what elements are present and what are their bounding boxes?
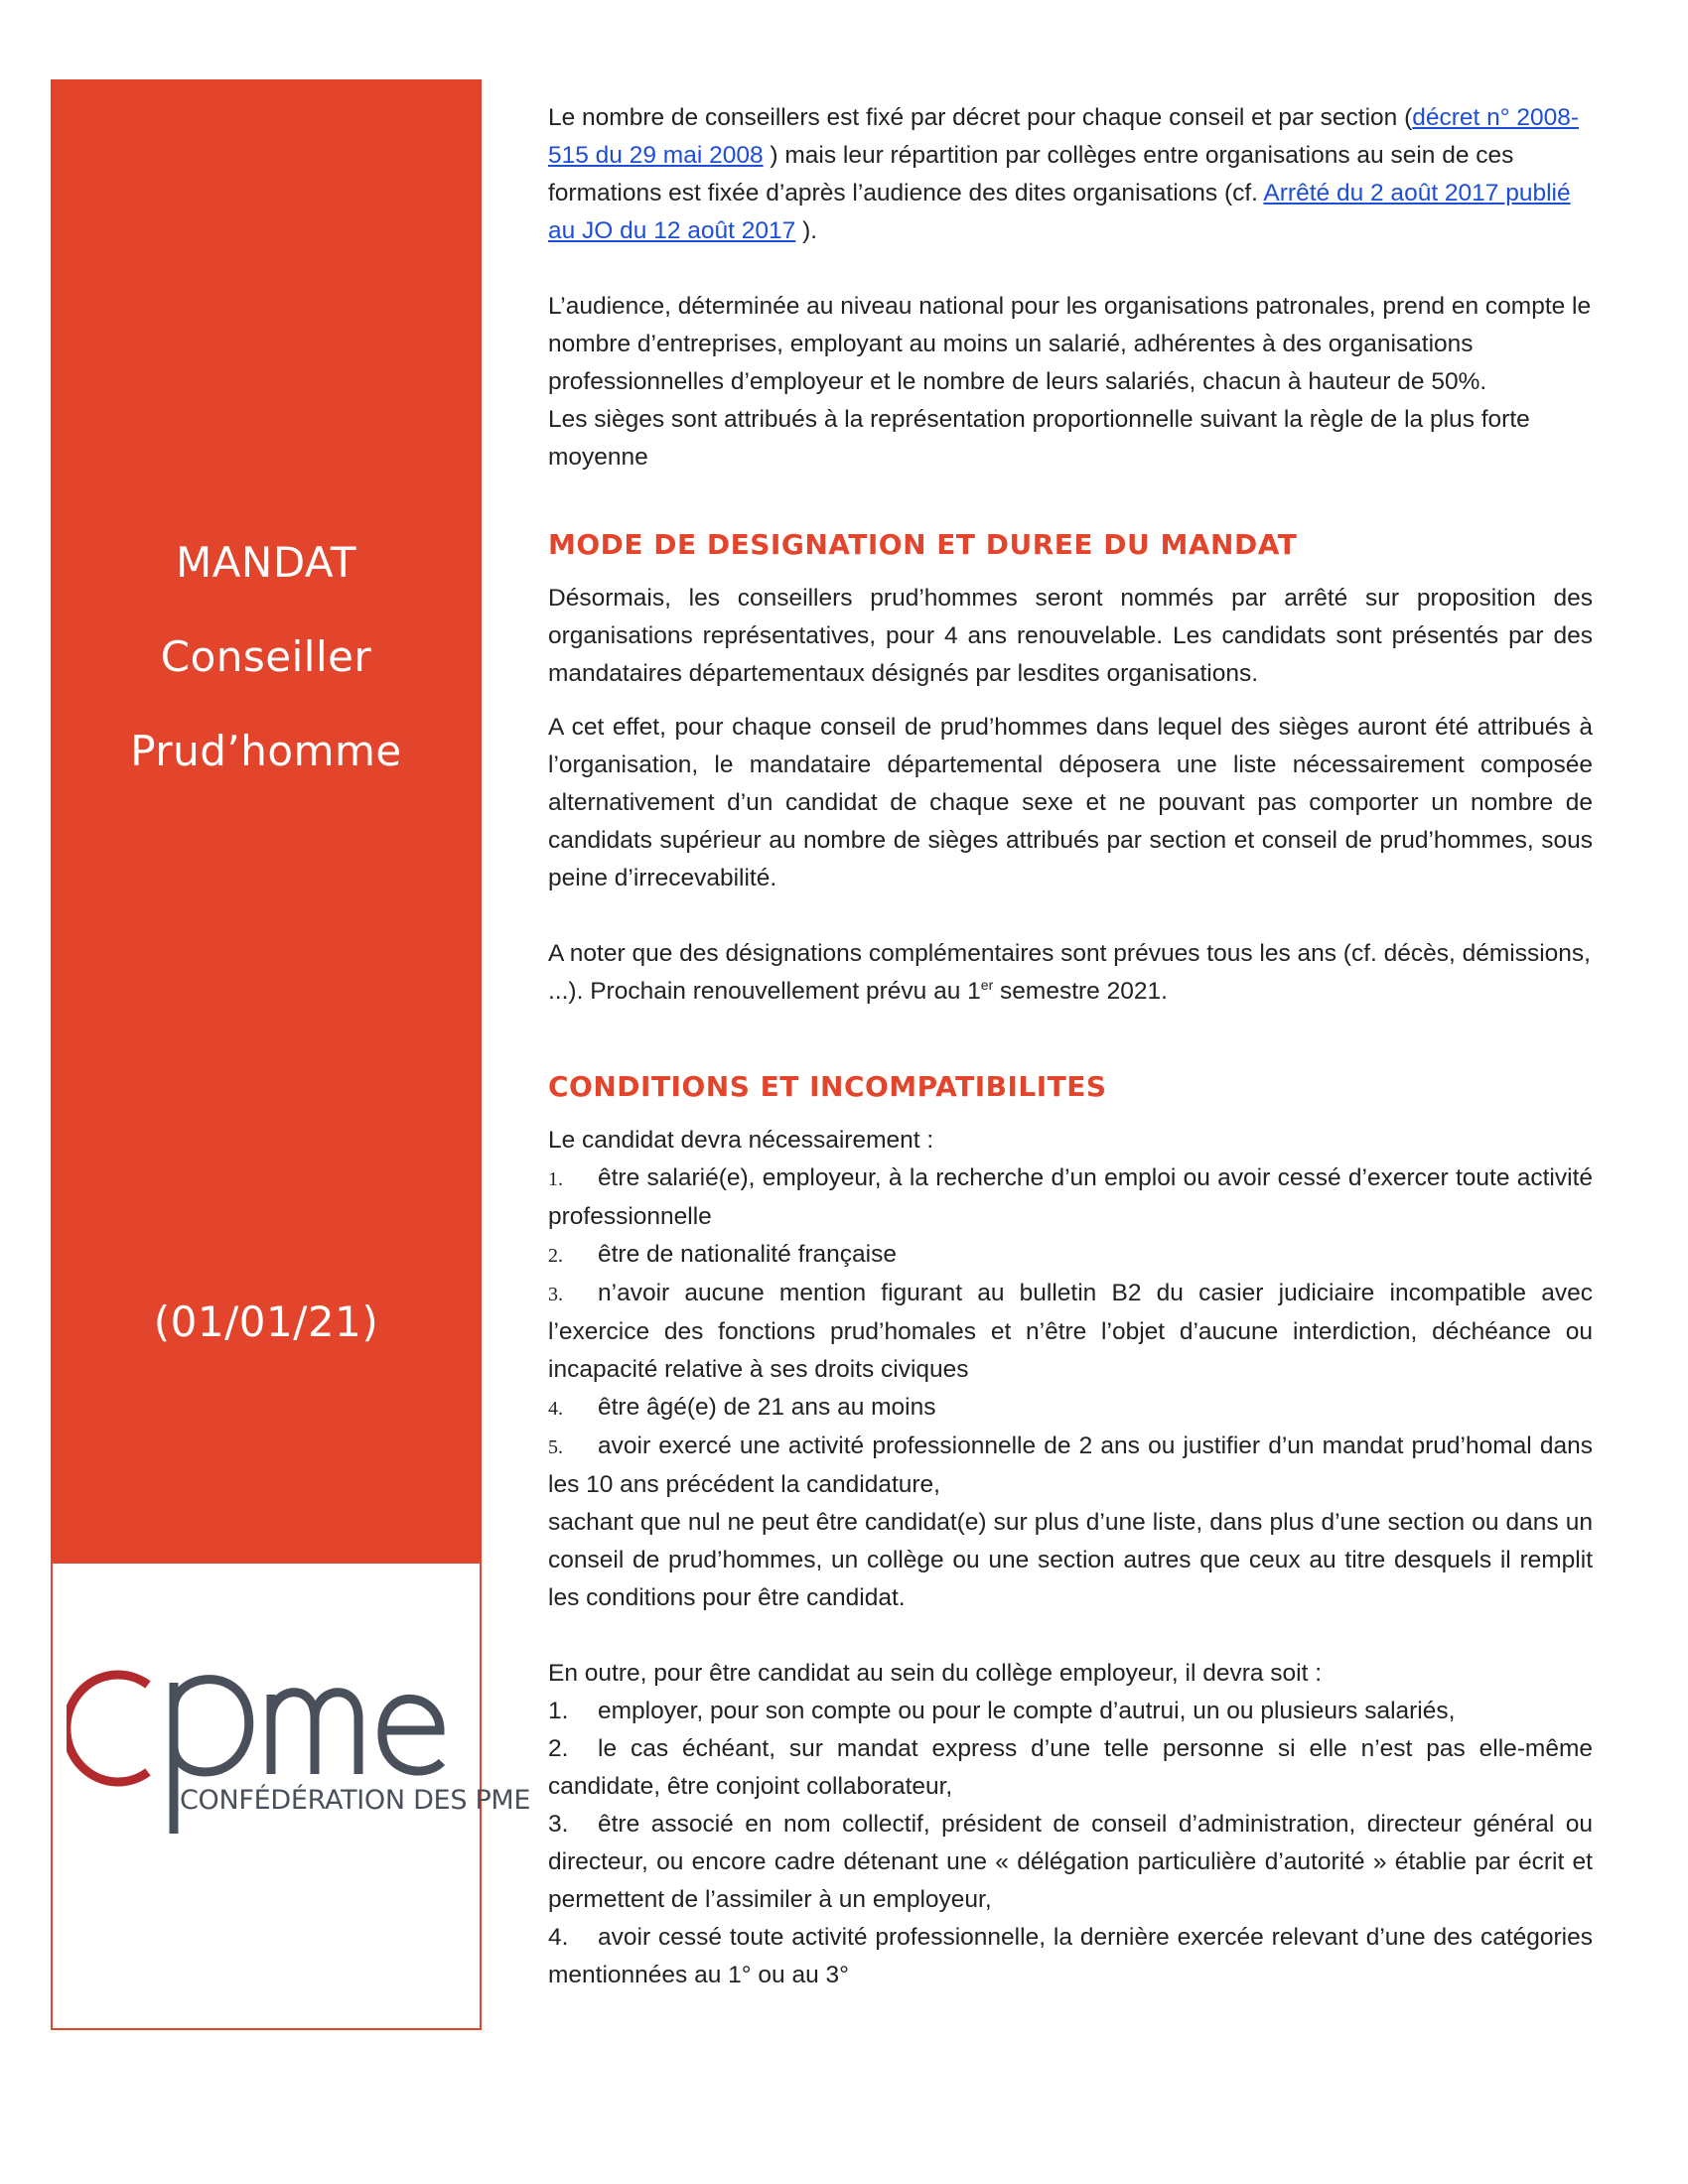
list-item: 5. avoir exercé une activité professionnelle de 2 ans ou justifier d’un mandat prud’homal dans les 10 ans précédent la candidature, (548, 1433, 1593, 1498)
list-item: 2. le cas échéant, sur mandat express d’une telle personne si elle n’est pas elle-même candidate, être conjoint collaborateur, (548, 1735, 1593, 1800)
list-item: 1. être salarié(e), employeur, à la recherche d’un emploi ou avoir cessé d’exercer toute activité professionnelle (548, 1164, 1593, 1230)
list-item: 4. avoir cessé toute activité professionnelle, la dernière exercée relevant d’une des catégories mentionnées au 1° ou au 3° (548, 1924, 1593, 1988)
main-content (548, 99, 1593, 1994)
intro-paragraph-2: L’audience, déterminée au niveau national pour les organisations patronales, prend en compte le nombre d’entreprises, employant au moins un salarié, adhérentes à des organisations professionnelles d’employeur et le nombre de leurs salariés, chacun à hauteur de 50%. (548, 293, 1592, 395)
intro-paragraph-1: Le nombre de conseillers est fixé par décret pour chaque conseil et par section (décret n° 2008-515 du 29 mai 2008 ) mais leur répartition par collèges entre organisations au sein de ces formations est fixée d’après l’audience des dites organisations (cf. Arrêté du 2 août 2017 publié au JO du 12 août 2017 ). (548, 104, 1580, 244)
employer-conditions-list (548, 1693, 1593, 1994)
designation-paragraph-1: Désormais, les conseillers prud’hommes seront nommés par arrêté sur proposition des organisations représentatives, pour 4 ans renouvelable. Les candidats sont présentés par des mandataires départementaux désignés par lesdites organisations. (548, 585, 1593, 687)
list-item: 1. employer, pour son compte ou pour le compte d’autrui, un ou plusieurs salariés, (548, 1698, 1456, 1724)
section-heading-conditions: CONDITIONS ET INCOMPATIBILITES (548, 1070, 1107, 1103)
designation-paragraph-2: A cet effet, pour chaque conseil de prud’hommes dans lequel des sièges auront été attribués à l’organisation, le mandataire départemental déposera une liste nécessairement composée alternativement d’un candidat de chaque sexe et ne pouvant pas comporter un nombre de candidats supérieur au nombre de sièges attribués par section et conseil de prud’hommes, sous peine d’irrecevabilité. (548, 714, 1593, 891)
list-item: 4. être âgé(e) de 21 ans au moins (548, 1394, 936, 1421)
logo-tagline: CONFÉDÉRATION DES PME (180, 1785, 531, 1816)
mandate-title: MANDAT (175, 538, 357, 587)
sidebar-banner (53, 81, 480, 1564)
decree-link[interactable]: décret n° 2008-515 du 29 mai 2008 (548, 104, 1580, 169)
conditions-intro: Le candidat devra nécessairement : (548, 1127, 934, 1154)
conditions-list (548, 1160, 1593, 1504)
conditions-closing: sachant que nul ne peut être candidat(e) sur plus d’une liste, dans plus d’une section ou dans un conseil de prud’hommes, un collège ou une section autres que ceux au titre desquels il remplit les conditions pour être candidat. (548, 1509, 1593, 1611)
mandate-date: (01/01/21) (153, 1297, 379, 1346)
list-item: 3. n’avoir aucune mention figurant au bulletin B2 du casier judiciaire incompatible avec l’exercice des fonctions prud’homales et n’être l’objet d’aucune interdiction, déchéance ou incapacité relative à ses droits civiques (548, 1280, 1593, 1383)
employer-intro: En outre, pour être candidat au sein du collège employeur, il devra soit : (548, 1660, 1323, 1687)
intro-paragraph-3: Les sièges sont attribués à la représentation proportionnelle suivant la règle de la plus forte moyenne (548, 406, 1530, 471)
list-item: 2. être de nationalité française (548, 1241, 897, 1268)
list-item: 3. être associé en nom collectif, président de conseil d’administration, directeur général ou directeur, ou encore cadre détenant une « délégation particulière d’autorité » établie par écrit et permettent de l’assimiler à un employeur, (548, 1811, 1593, 1913)
mandate-role-line2: Prud’homme (130, 727, 402, 775)
arrete-link[interactable]: Arrêté du 2 août 2017 publié au JO du 12 août 2017 (548, 180, 1571, 244)
sidebar-panel (51, 79, 531, 2030)
mandate-role-line1: Conseiller (160, 632, 372, 681)
section-heading-designation: MODE DE DESIGNATION ET DUREE DU MANDAT (548, 528, 1298, 561)
designation-paragraph-3: A noter que des désignations complémentaires sont prévues tous les ans (cf. décès, démissions, ...). Prochain renouvellement prévu au 1er semestre 2021. (548, 940, 1591, 1005)
